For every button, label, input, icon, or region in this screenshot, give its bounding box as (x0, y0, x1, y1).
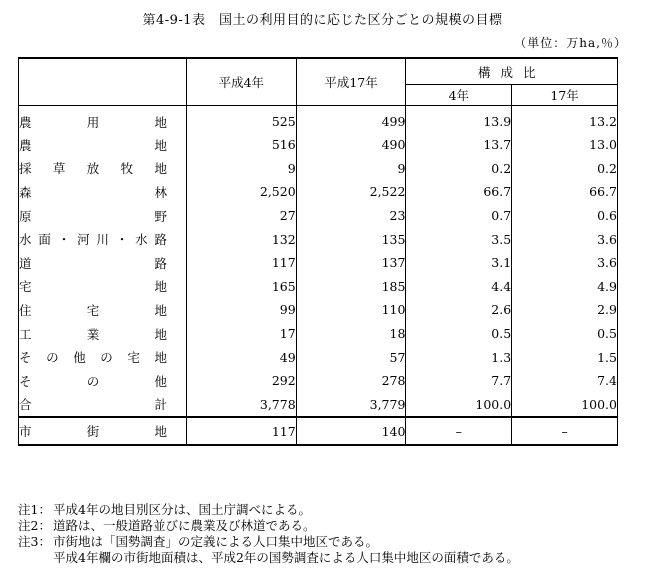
footnote-key: 注2： (18, 518, 51, 533)
row-label: 合計 (19, 397, 167, 413)
cell-heisei4: 27 (186, 204, 296, 228)
cell-ratio-4: 3.1 (406, 251, 512, 275)
cell-heisei4: 516 (186, 133, 296, 157)
cell-ratio-17: 100.0 (512, 393, 618, 418)
footnote-key: 注3： (18, 534, 51, 549)
header-heisei17: 平成17年 (296, 58, 406, 106)
row-label: その他 (19, 373, 167, 389)
cell-heisei17: 9 (296, 157, 406, 181)
table-row (19, 298, 618, 322)
row-label: 森林 (19, 184, 167, 200)
cell-ratio-17: 13.0 (512, 133, 618, 157)
cell-heisei17: 140 (296, 417, 406, 445)
footnote-continuation: 平成4年欄の市街地面積は、平成2年の国勢調査による人口集中地区の面積である。 (53, 550, 519, 565)
table-row (19, 204, 618, 228)
footnote-key: 注1： (18, 502, 51, 517)
row-label: 原野 (19, 208, 167, 224)
cell-heisei17: 490 (296, 133, 406, 157)
cell-heisei4: 99 (186, 298, 296, 322)
cell-ratio-4: 100.0 (406, 393, 512, 418)
cell-heisei4: 2,520 (186, 180, 296, 204)
cell-heisei4: 9 (186, 157, 296, 181)
cell-heisei17: 499 (296, 106, 406, 134)
cell-heisei4: 132 (186, 227, 296, 251)
header-heisei4: 平成4年 (186, 58, 296, 106)
header-ratio-17: 17年 (512, 85, 618, 106)
table-row (19, 157, 618, 181)
cell-ratio-4: 13.9 (406, 106, 512, 134)
table-row (19, 227, 618, 251)
table-row (19, 369, 618, 393)
table-row (19, 106, 618, 134)
cell-heisei4: 292 (186, 369, 296, 393)
unit-label: （単位：万ha,％） (514, 36, 627, 50)
table-body (19, 106, 618, 446)
footnote-text: 市街地は「国勢調査」の定義による人口集中地区である。 (53, 534, 379, 549)
cell-heisei17: 135 (296, 227, 406, 251)
row-label: 宅地 (19, 279, 167, 295)
row-label: 市街地 (19, 424, 167, 440)
cell-ratio-4: 4.4 (406, 275, 512, 299)
cell-ratio-17: 4.9 (512, 275, 618, 299)
cell-ratio-4: 1.3 (406, 345, 512, 369)
table-row (19, 180, 618, 204)
footnotes (18, 502, 519, 566)
cell-heisei17: 3,779 (296, 393, 406, 418)
cell-ratio-4: 0.5 (406, 322, 512, 346)
cell-ratio-17: 0.2 (512, 157, 618, 181)
cell-ratio-4: – (406, 417, 512, 445)
cell-ratio-4: 13.7 (406, 133, 512, 157)
header-composition-ratio: 構成比 (406, 58, 618, 85)
cell-ratio-17: 13.2 (512, 106, 618, 134)
table-row-urban (19, 417, 618, 445)
cell-ratio-4: 66.7 (406, 180, 512, 204)
cell-heisei4: 525 (186, 106, 296, 134)
cell-heisei4: 3,778 (186, 393, 296, 418)
row-label: 農用地 (19, 114, 167, 130)
cell-ratio-4: 0.2 (406, 157, 512, 181)
cell-heisei17: 18 (296, 322, 406, 346)
cell-ratio-17: 66.7 (512, 180, 618, 204)
cell-heisei17: 110 (296, 298, 406, 322)
cell-heisei17: 2,522 (296, 180, 406, 204)
footnote (18, 534, 519, 550)
cell-heisei4: 49 (186, 345, 296, 369)
cell-heisei4: 117 (186, 417, 296, 445)
row-label: その他の宅地 (19, 350, 167, 366)
cell-ratio-4: 2.6 (406, 298, 512, 322)
table-row (19, 251, 618, 275)
footnote-text: 道路は、一般道路並びに農業及び林道である。 (53, 518, 316, 533)
cell-ratio-17: 0.6 (512, 204, 618, 228)
cell-ratio-17: 2.9 (512, 298, 618, 322)
table-row (19, 133, 618, 157)
row-label: 水面・河川・水路 (19, 232, 167, 248)
cell-ratio-17: 3.6 (512, 227, 618, 251)
cell-heisei17: 57 (296, 345, 406, 369)
cell-ratio-17: 0.5 (512, 322, 618, 346)
cell-ratio-17: 3.6 (512, 251, 618, 275)
cell-heisei17: 137 (296, 251, 406, 275)
table-title: 第4-9-1表 国土の利用目的に応じた区分ごとの規模の目標 (142, 13, 503, 28)
row-label: 住宅地 (19, 302, 167, 318)
row-label: 道路 (19, 255, 167, 271)
cell-heisei4: 17 (186, 322, 296, 346)
cell-ratio-17: 1.5 (512, 345, 618, 369)
cell-ratio-4: 3.5 (406, 227, 512, 251)
table-row (19, 345, 618, 369)
footnote (18, 518, 519, 534)
header-blank (19, 58, 187, 106)
cell-heisei17: 185 (296, 275, 406, 299)
footnote-text: 平成4年の地目別区分は、国土庁調べによる。 (53, 502, 311, 517)
header-ratio-4: 4年 (406, 85, 512, 106)
row-label: 農地 (19, 137, 167, 153)
cell-heisei17: 278 (296, 369, 406, 393)
cell-ratio-17: – (512, 417, 618, 445)
row-label: 採草放牧地 (19, 161, 167, 177)
cell-heisei17: 23 (296, 204, 406, 228)
row-label: 工業地 (19, 326, 167, 342)
cell-ratio-17: 7.4 (512, 369, 618, 393)
table-row (19, 322, 618, 346)
cell-ratio-4: 0.7 (406, 204, 512, 228)
table-row (19, 275, 618, 299)
cell-heisei4: 165 (186, 275, 296, 299)
cell-heisei4: 117 (186, 251, 296, 275)
footnote (18, 502, 519, 518)
land-use-table (18, 57, 618, 446)
cell-ratio-4: 7.7 (406, 369, 512, 393)
table-row-total (19, 393, 618, 418)
